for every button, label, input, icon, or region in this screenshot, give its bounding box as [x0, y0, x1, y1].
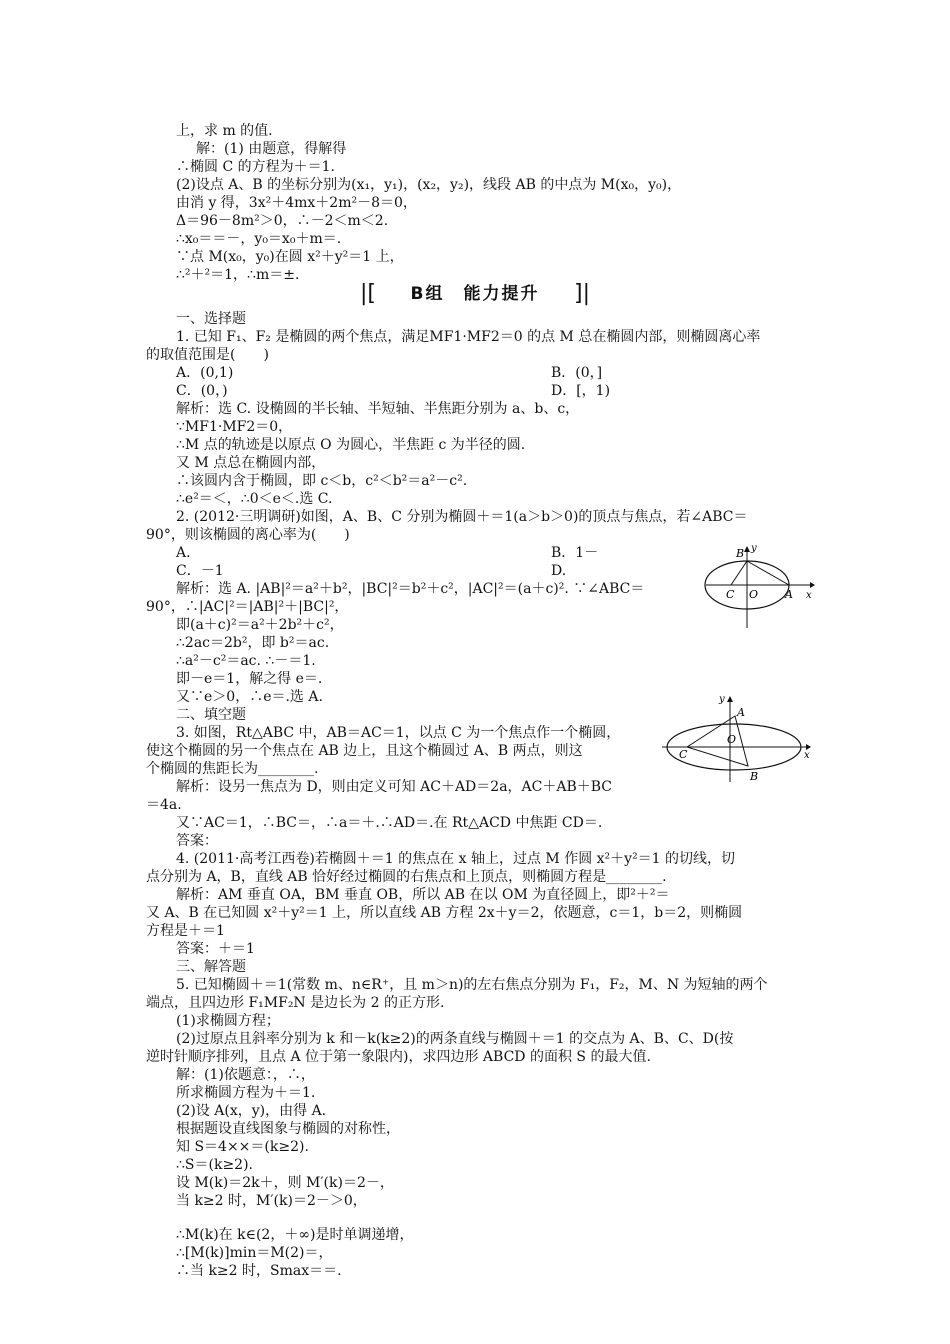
option-d: D．[，1) — [551, 383, 611, 399]
option-b: B．(0，] — [551, 365, 603, 381]
option-b: B．1－ — [551, 545, 599, 561]
label-o: O — [727, 733, 737, 746]
label-y: y — [719, 694, 725, 705]
ellipse-figure-1 — [700, 540, 815, 632]
text-line: ∴[M(k)]min＝M(2)＝， — [176, 1245, 333, 1261]
label-b: B — [736, 547, 745, 560]
text-line: 使这个椭圆的另一个焦点在 AB 边上，且这个椭圆过 A、B 两点，则这 — [146, 743, 583, 759]
text-line: 方程是＋＝1 — [146, 923, 225, 939]
text-line: (2)过原点且斜率分别为 k 和－k(k≥2)的两条直线与椭圆＋＝1 的交点为 A、B、C、D(按 — [176, 1031, 734, 1047]
text-line: 又∵AC＝1，∴BC＝，∴a＝＋.∴AD＝.在 Rt△ACD 中焦距 CD＝. — [176, 815, 603, 831]
text-line: ∴a²－c²＝ac. ∴－＝1. — [176, 653, 316, 669]
label-c: C — [726, 588, 735, 601]
text-line: 又∵e＞0，∴e＝.选 A. — [176, 689, 323, 705]
text-line: ∴²＋²＝1，∴m＝±. — [176, 267, 300, 283]
text-line: ∴该圆内含于椭圆，即 c＜b，c²＜b²＝a²－c². — [176, 473, 468, 489]
text-line: 解：(1) 由题意，得解得 — [196, 141, 347, 157]
text-line: 由消 y 得，3x²＋4mx＋2m²－8＝0， — [176, 195, 417, 211]
label-a: A — [785, 588, 793, 601]
label-x: x — [806, 590, 812, 601]
text-line: ∴M(k)在 k∈(2，＋∞)是时单调递增， — [176, 1227, 414, 1243]
text-line: 90°，∴|AC|²＝|AB|²＋|BC|²， — [146, 599, 349, 615]
answer-line: 答案：＋＝1 — [176, 941, 255, 957]
question-2: 2. (2012·三明调研)如图，A、B、C 分别为椭圆＋＝1(a＞b＞0)的顶点与焦点，若∠ABC＝ — [176, 509, 748, 525]
text-line: 逆时针顺序排列，且点 A 位于第一象限内)，求四边形 ABCD 的面积 S 的最大值. — [146, 1049, 651, 1065]
text-line: ∵点 M(x₀，y₀)在圆 x²＋y²＝1 上， — [176, 249, 404, 265]
question-3: 3. 如图，Rt△ABC 中，AB＝AC＝1，以点 C 为一个焦点作一个椭圆， — [176, 725, 621, 741]
text-line: 解析：设另一焦点为 D，则由定义可知 AC＋AD＝2a，AC＋AB＋BC — [176, 779, 613, 795]
section-title: 三、解答题 — [176, 959, 246, 975]
label-o: O — [749, 588, 759, 601]
option-c: C．(0，) — [176, 383, 228, 399]
label-y: y — [751, 543, 757, 554]
label-a: A — [737, 706, 745, 719]
text-line: 即(a＋c)²＝a²＋2b²＋c²， — [176, 617, 344, 633]
text-line: 解析：选 A. |AB|²＝a²＋b²，|BC|²＝b²＋c²，|AC|²＝(a＋c)². ∵∠ABC＝ — [176, 581, 645, 597]
text-line: ∴2ac＝2b²，即 b²＝ac. — [176, 635, 330, 651]
y-axis-arrow — [727, 696, 733, 702]
text-line: 设 M(k)＝2k＋，则 M′(k)＝2－， — [176, 1175, 394, 1191]
question-5: 5. 已知椭圆＋＝1(常数 m、n∈R⁺，且 m＞n)的左右焦点分别为 F₁，F₂，M、N 为短轴的两个 — [176, 977, 768, 993]
text-line: 解：(1)依题意：，∴， — [176, 1067, 315, 1083]
label-b: B — [750, 770, 759, 783]
text-line: 端点，且四边形 F₁MF₂N 是边长为 2 的正方形. — [146, 995, 445, 1011]
option-a: A. — [176, 545, 191, 561]
text-line: 所求椭圆方程为＋＝1. — [176, 1085, 316, 1101]
option-c: C．－1 — [176, 563, 224, 579]
ellipse-figure-2 — [660, 690, 815, 785]
text-line: 当 k≥2 时，M′(k)＝2－＞0， — [176, 1193, 367, 1209]
answer-line: 答案： — [176, 833, 218, 849]
text-line: ∴S＝(k≥2). — [176, 1157, 253, 1173]
text-line: 解析：选 C. 设椭圆的半长轴、半短轴、半焦距分别为 a、b、c， — [176, 401, 580, 417]
text-line: 解析：AM 垂直 OA，BM 垂直 OB，所以 AB 在以 OM 为直径圆上，即²＋²＝ — [176, 887, 670, 903]
option-d: D. — [551, 563, 567, 579]
section-title: 二、填空题 — [176, 707, 246, 723]
text-line: ∴椭圆 C 的方程为＋＝1. — [176, 159, 335, 175]
text-line: (2)设 A(x，y)，由得 A. — [176, 1103, 327, 1119]
section-heading — [360, 280, 590, 308]
text-line: Δ＝96－8m²＞0，∴－2＜m＜2. — [176, 213, 389, 229]
text-line: 又 M 点总在椭圆内部， — [176, 455, 326, 471]
segment-bc — [731, 561, 747, 585]
question-1: 1. 已知 F₁、F₂ 是椭圆的两个焦点，满足MF1·MF2＝0 的点 M 总在椭圆内部，则椭圆离心率 — [176, 329, 761, 345]
heading-right-bracket: ]| — [574, 281, 590, 306]
x-axis-arrow — [810, 582, 815, 588]
text-line: (1)求椭圆方程； — [176, 1013, 280, 1029]
text-line: 知 S＝4××＝(k≥2). — [176, 1139, 309, 1155]
label-c: C — [679, 748, 688, 761]
text-line: 又 A、B 在已知圆 x²＋y²＝1 上，所以直线 AB 方程 2x＋y＝2，依题意，c＝1，b＝2，则椭圆 — [146, 905, 743, 921]
option-a: A．(0,1) — [176, 365, 234, 381]
section-title: 一、选择题 — [176, 311, 246, 327]
text-line: ∴e²＝＜，∴0＜e＜.选 C. — [176, 491, 333, 507]
heading-left-bracket: |[ — [360, 281, 376, 306]
text-line: 上，求 m 的值. — [176, 123, 273, 139]
text-line: 的取值范围是( ) — [146, 347, 269, 363]
y-axis-arrow — [744, 546, 750, 552]
text-line: ∴当 k≥2 时，Smax＝＝. — [176, 1263, 342, 1279]
text-line: ∵MF1·MF2＝0， — [176, 419, 293, 435]
text-line: ＝4a. — [146, 797, 182, 813]
heading-text: B组 能力提升 — [410, 284, 540, 304]
text-line: ∴M 点的轨迹是以原点 O 为圆心，半焦距 c 为半径的圆. — [176, 437, 526, 453]
text-line: 个椭圆的焦距长为________. — [146, 761, 319, 777]
text-line: 90°，则该椭圆的离心率为( ) — [146, 527, 350, 543]
text-line: 点分别为 A，B，直线 AB 恰好经过椭圆的右焦点和上顶点，则椭圆方程是________. — [146, 869, 667, 885]
text-line: (2)设点 A、B 的坐标分别为(x₁，y₁)，(x₂，y₂)，线段 AB 的中点为 M(x₀，y₀)， — [176, 177, 682, 193]
text-line: ∴x₀＝＝－，y₀＝x₀＋m＝. — [176, 231, 342, 247]
text-line: 即－e＝1，解之得 e＝. — [176, 671, 323, 687]
label-x: x — [804, 750, 810, 761]
text-line: 根据题设直线图象与椭圆的对称性， — [176, 1121, 400, 1137]
question-4: 4. (2011·高考江西卷)若椭圆＋＝1 的焦点在 x 轴上，过点 M 作圆 x²＋y²＝1 的切线，切 — [176, 851, 736, 867]
